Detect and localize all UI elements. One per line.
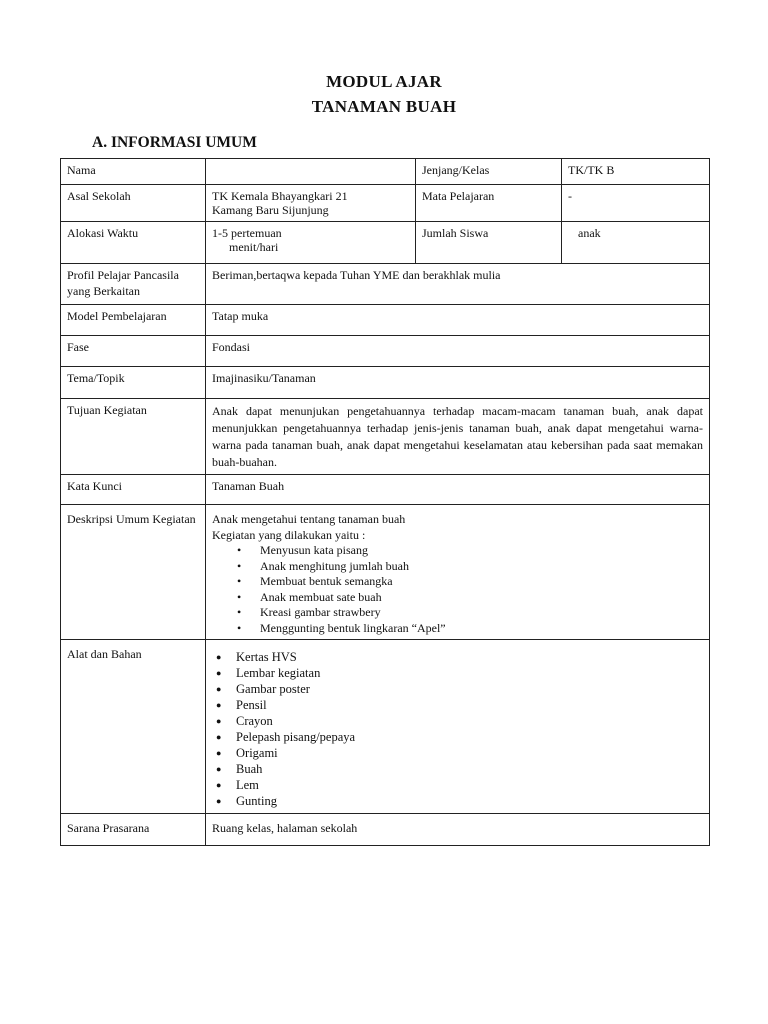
label-mata-pelajaran: Mata Pelajaran (416, 185, 562, 222)
deskripsi-line-2: Kegiatan yang dilakukan yaitu : (212, 527, 366, 542)
alokasi-line-1: 1-5 pertemuan (212, 226, 282, 240)
label-fase: Fase (61, 336, 206, 367)
row-alokasi-waktu (61, 222, 710, 264)
row-alat-bahan (61, 640, 710, 814)
asal-line-1: TK Kemala Bhayangkari 21 (212, 189, 348, 203)
list-item: ● Lembar kegiatan (236, 665, 703, 681)
value-kata-kunci: Tanaman Buah (206, 475, 710, 505)
row-deskripsi (61, 505, 710, 640)
list-item: • Menggunting bentuk lingkaran “Apel” (260, 621, 703, 637)
jumlah-siswa-text: anak (578, 226, 601, 240)
value-asal-sekolah (206, 185, 416, 222)
list-item: ● Gunting (236, 793, 703, 809)
label-alat-bahan: Alat dan Bahan (61, 640, 206, 814)
row-nama (61, 159, 710, 185)
value-tujuan: Anak dapat menunjukan pengetahuannya terhadap macam-macam tanaman buah, anak dapat menunjukkan pengetahuannya terhadap jenis-jenis tanaman buah, anak dapat mengetahui warna-warna pada tanaman buah, anak dapat mengetahui keselamatan atau kebersihan pada saat memakan buah-buahan. (206, 399, 710, 475)
list-item: • Anak menghitung jumlah buah (260, 559, 703, 575)
alokasi-line-2: menit/hari (229, 239, 279, 254)
value-alokasi-waktu (206, 222, 416, 264)
label-asal-sekolah: Asal Sekolah (61, 185, 206, 222)
list-item: • Membuat bentuk semangka (260, 574, 703, 590)
list-item: ● Buah (236, 761, 703, 777)
value-profil: Beriman,bertaqwa kepada Tuhan YME dan berakhlak mulia (206, 264, 710, 305)
section-heading: A. INFORMASI UMUM (92, 134, 257, 151)
row-sarana (61, 814, 710, 846)
label-alokasi-waktu: Alokasi Waktu (61, 222, 206, 264)
label-tujuan: Tujuan Kegiatan (61, 399, 206, 475)
value-alat-bahan (206, 640, 710, 814)
label-kata-kunci: Kata Kunci (61, 475, 206, 505)
info-table (60, 158, 710, 846)
deskripsi-line-1: Anak mengetahui tentang tanaman buah (212, 512, 406, 526)
list-item: ● Pelepash pisang/pepaya (236, 729, 703, 745)
value-fase: Fondasi (206, 336, 710, 367)
row-tema (61, 367, 710, 399)
row-asal-sekolah (61, 185, 710, 222)
label-nama: Nama (61, 159, 206, 185)
label-profil: Profil Pelajar Pancasila yang Berkaitan (61, 264, 206, 305)
asal-line-2: Kamang Baru Sijunjung (212, 202, 329, 217)
list-item: • Menyusun kata pisang (260, 543, 703, 559)
value-model: Tatap muka (206, 305, 710, 336)
row-fase (61, 336, 710, 367)
alat-list (212, 649, 703, 809)
list-item: ● Kertas HVS (236, 649, 703, 665)
value-deskripsi (206, 505, 710, 640)
kegiatan-list (212, 543, 703, 636)
row-kata-kunci (61, 475, 710, 505)
row-profil (61, 264, 710, 305)
list-item: ● Origami (236, 745, 703, 761)
value-mata-pelajaran: - (562, 185, 710, 222)
list-item: • Anak membuat sate buah (260, 590, 703, 606)
row-tujuan (61, 399, 710, 475)
value-jumlah-siswa (562, 222, 710, 264)
label-deskripsi: Deskripsi Umum Kegiatan (61, 505, 206, 640)
list-item: ● Lem (236, 777, 703, 793)
list-item: • Kreasi gambar strawbery (260, 605, 703, 621)
label-tema: Tema/Topik (61, 367, 206, 399)
label-jenjang: Jenjang/Kelas (416, 159, 562, 185)
list-item: ● Pensil (236, 697, 703, 713)
list-item: ● Gambar poster (236, 681, 703, 697)
list-item: ● Crayon (236, 713, 703, 729)
document-subtitle: TANAMAN BUAH (311, 97, 457, 116)
row-model (61, 305, 710, 336)
value-nama (206, 159, 416, 185)
value-jenjang: TK/TK B (562, 159, 710, 185)
document-title: MODUL AJAR (326, 72, 442, 91)
label-jumlah-siswa: Jumlah Siswa (416, 222, 562, 264)
label-sarana: Sarana Prasarana (61, 814, 206, 846)
value-tema: Imajinasiku/Tanaman (206, 367, 710, 399)
label-model: Model Pembelajaran (61, 305, 206, 336)
value-sarana: Ruang kelas, halaman sekolah (206, 814, 710, 846)
